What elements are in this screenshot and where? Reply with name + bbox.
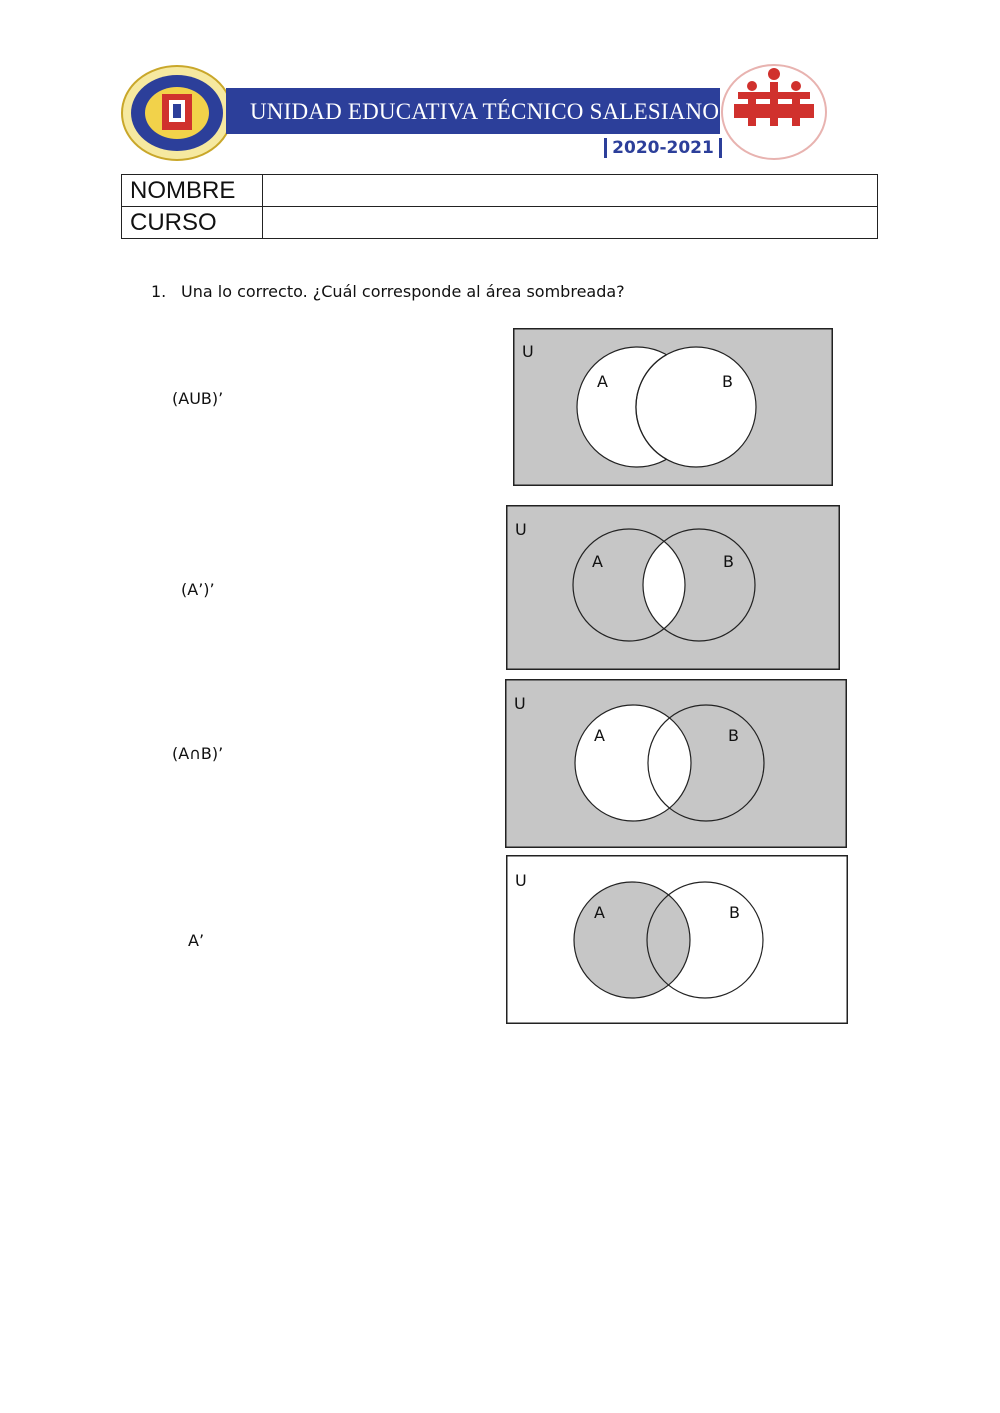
salesianos-logo [718, 62, 830, 170]
expression-2[interactable]: (A’)’ [181, 580, 215, 599]
universe-label: U [515, 871, 527, 890]
venn-diagram-2[interactable] [506, 505, 840, 670]
course-label: CURSO [122, 207, 263, 239]
question-text: Una lo correcto. ¿Cuál corresponde al área sombreada? [181, 282, 625, 301]
name-field[interactable] [263, 175, 878, 207]
set-b-label: B [728, 726, 739, 745]
universe-label: U [514, 694, 526, 713]
set-a-label: A [592, 552, 603, 571]
student-info-table [121, 174, 878, 239]
set-b-label: B [729, 903, 740, 922]
universe-label: U [522, 342, 534, 361]
venn-diagram-3[interactable] [505, 679, 847, 848]
set-a-circle [575, 705, 691, 821]
course-row [122, 207, 878, 239]
set-b-circle [636, 347, 756, 467]
expression-4[interactable]: A’ [188, 931, 205, 950]
set-a-circle [574, 882, 690, 998]
venn-diagram-4[interactable] [506, 855, 848, 1024]
name-label: NOMBRE [122, 175, 263, 207]
set-a-label: A [594, 726, 605, 745]
question-number: 1. [151, 282, 167, 301]
name-row [122, 175, 878, 207]
set-a-label: A [594, 903, 605, 922]
school-name: UNIDAD EDUCATIVA TÉCNICO SALESIANO [250, 99, 720, 124]
set-b-label: B [722, 372, 733, 391]
expression-1[interactable]: (AUB)’ [172, 389, 224, 408]
set-b-label: B [723, 552, 734, 571]
venn-diagram-1[interactable] [513, 328, 833, 486]
expression-3[interactable]: (A∩B)’ [172, 744, 224, 763]
school-crest-logo [120, 64, 234, 162]
set-a-label: A [597, 372, 608, 391]
course-field[interactable] [263, 207, 878, 239]
universe-label: U [515, 520, 527, 539]
school-year: 2020-2021 [612, 138, 714, 158]
